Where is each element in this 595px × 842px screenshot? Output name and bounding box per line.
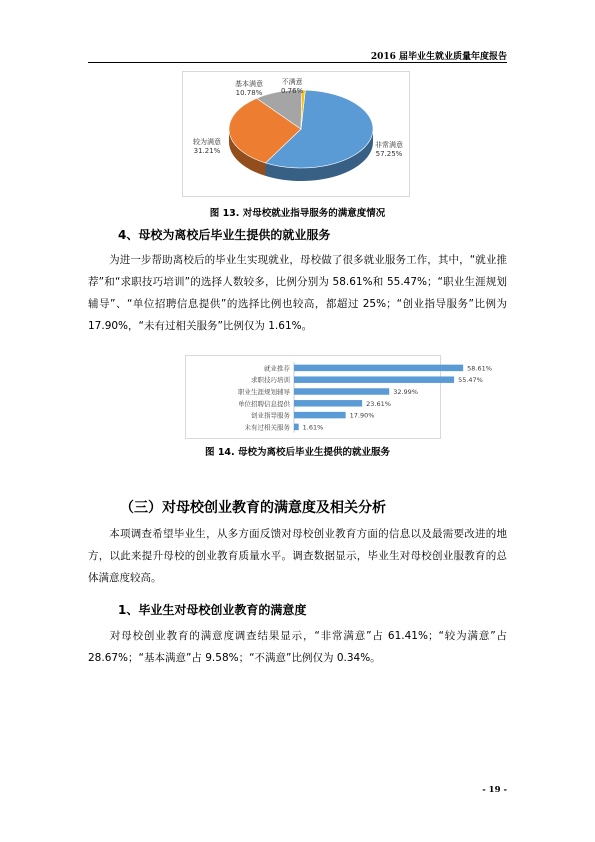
bar (294, 376, 454, 383)
paragraph-text: 本项调查希望毕业生，从多方面反馈对母校创业教育方面的信息以及最需要改进的地方，以此来提升母校的创业教育质量水平。调查数据显示，毕业生对母校创业服教育的总体满意度较高。 (88, 528, 507, 584)
category-label: 求职技巧培训 (251, 376, 290, 385)
pie-label-name: 较为满意 (193, 138, 221, 146)
bar (294, 424, 299, 431)
category-label: 未有过相关服务 (244, 423, 290, 432)
pie-label-value: 10.78% (235, 89, 263, 97)
pie-label-fairly (193, 138, 221, 156)
value-label: 17.90% (349, 411, 375, 420)
figure-13-caption: 图 13. 对母校就业指导服务的满意度情况 (209, 208, 386, 219)
pie-label-basic (235, 80, 263, 98)
header-rule (88, 62, 507, 63)
value-label: 32.99% (393, 388, 419, 396)
section-3-paragraph (88, 523, 507, 589)
bar (294, 388, 389, 395)
pie-label-name: 非常满意 (375, 141, 403, 149)
pie-label-name: 基本满意 (235, 80, 263, 88)
value-label: 55.47% (458, 376, 483, 385)
value-label: 1.61% (302, 423, 324, 432)
value-label: 58.61% (467, 364, 492, 373)
value-label: 23.61% (366, 399, 391, 408)
subsection-1-paragraph (88, 625, 507, 669)
category-label: 就业推荐 (264, 364, 290, 373)
category-label: 职业生涯规划辅导 (238, 388, 290, 396)
paragraph-text: 对母校创业教育的满意度调查结果显示，“非常满意”占 61.41%；“较为满意”占 28.67%；“基本满意”占 9.58%；“不满意”比例仅为 0.34%。 (88, 630, 507, 664)
page-number: - 19 - (482, 785, 507, 795)
pie-chart-frame (182, 71, 410, 197)
bar (294, 365, 463, 372)
running-header: 2016 届毕业生就业质量年度报告 (370, 52, 507, 62)
bar (294, 412, 346, 419)
section-4-heading: 4、母校为离校后毕业生提供的就业服务 (118, 228, 331, 242)
category-label: 单位招聘信息提供 (238, 399, 290, 408)
pie-label-unsatisfied (281, 78, 303, 96)
bar (294, 400, 362, 407)
figure-14-caption: 图 14. 母校为离校后毕业生提供的就业服务 (205, 447, 390, 458)
pie-label-value: 0.76% (281, 87, 304, 95)
pie-label-very (375, 141, 403, 159)
bar-chart (186, 356, 492, 438)
paragraph-text: 为进一步帮助离校后的毕业生实现就业，母校做了很多就业服务工作，其中，“就业推荐”和“求职技巧培训”的选择人数较多，比例分别为 58.61%和 55.47%；“职业生涯规划辅导”、“单位招聘信息提供”的选择比例也较高，都超过 25%；“创业指导服务”比例为 17.90%，“未有过相关服务”比例仅为 1.61%。 (88, 254, 507, 332)
subsection-1-heading: 1、毕业生对母校创业教育的满意度 (118, 603, 307, 617)
pie-label-name: 不满意 (281, 78, 303, 86)
pie-label-value: 57.25% (375, 150, 403, 158)
pie-label-value: 31.21% (193, 147, 221, 155)
category-label: 创业指导服务 (251, 411, 290, 420)
bar-chart-frame (185, 355, 492, 439)
section-4-paragraph (88, 249, 507, 337)
section-3-heading: （三）对母校创业教育的满意度及相关分析 (120, 500, 386, 516)
